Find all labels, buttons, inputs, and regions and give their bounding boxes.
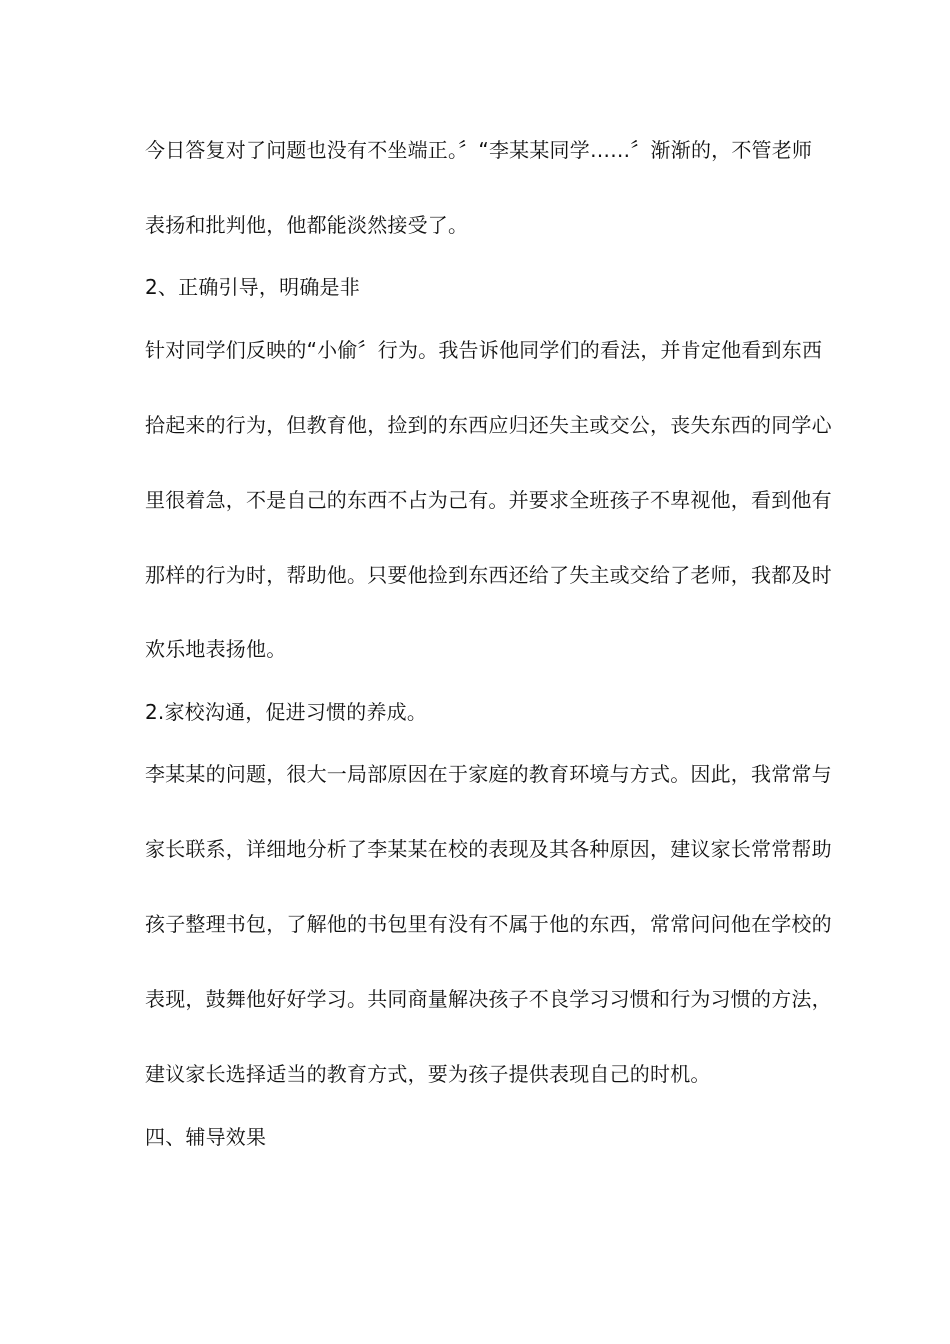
subheading: 2.家校沟通，促进习惯的养成。 (145, 700, 428, 724)
body-text-line: 家长联系，详细地分析了李某某在校的表现及其各种原因，建议家长常常帮助 (145, 837, 832, 861)
body-text-line: 建议家长选择适当的教育方式，要为孩子提供表现自己的时机。 (145, 1062, 711, 1086)
body-text-line: 表现，鼓舞他好好学习。共同商量解决孩子不良学习习惯和行为习惯的方法， (145, 987, 832, 1011)
section-heading: 四、辅导效果 (145, 1125, 267, 1149)
body-text-line: 拾起来的行为，但教育他，捡到的东西应归还失主或交公，丧失东西的同学心 (145, 413, 832, 437)
body-text-line: 欢乐地表扬他。 (145, 637, 287, 661)
body-text-line: 那样的行为时，帮助他。只要他捡到东西还给了失主或交给了老师，我都及时 (145, 563, 832, 587)
body-text-line: 表扬和批判他，他都能淡然接受了。 (145, 213, 469, 237)
body-text-line: 里很着急，不是自己的东西不占为己有。并要求全班孩子不卑视他，看到他有 (145, 488, 832, 512)
subheading: 2、正确引导，明确是非 (145, 275, 360, 299)
body-text-line: 今日答复对了问题也没有不坐端正。〞“李某某同学……〞渐渐的，不管老师 (145, 138, 813, 162)
body-text-line: 针对同学们反映的“小偷〞行为。我告诉他同学们的看法，并肯定他看到东西 (145, 338, 823, 362)
body-text-line: 孩子整理书包，了解他的书包里有没有不属于他的东西，常常问问他在学校的 (145, 912, 832, 936)
body-text-line: 李某某的问题，很大一局部原因在于家庭的教育环境与方式。因此，我常常与 (145, 762, 832, 786)
